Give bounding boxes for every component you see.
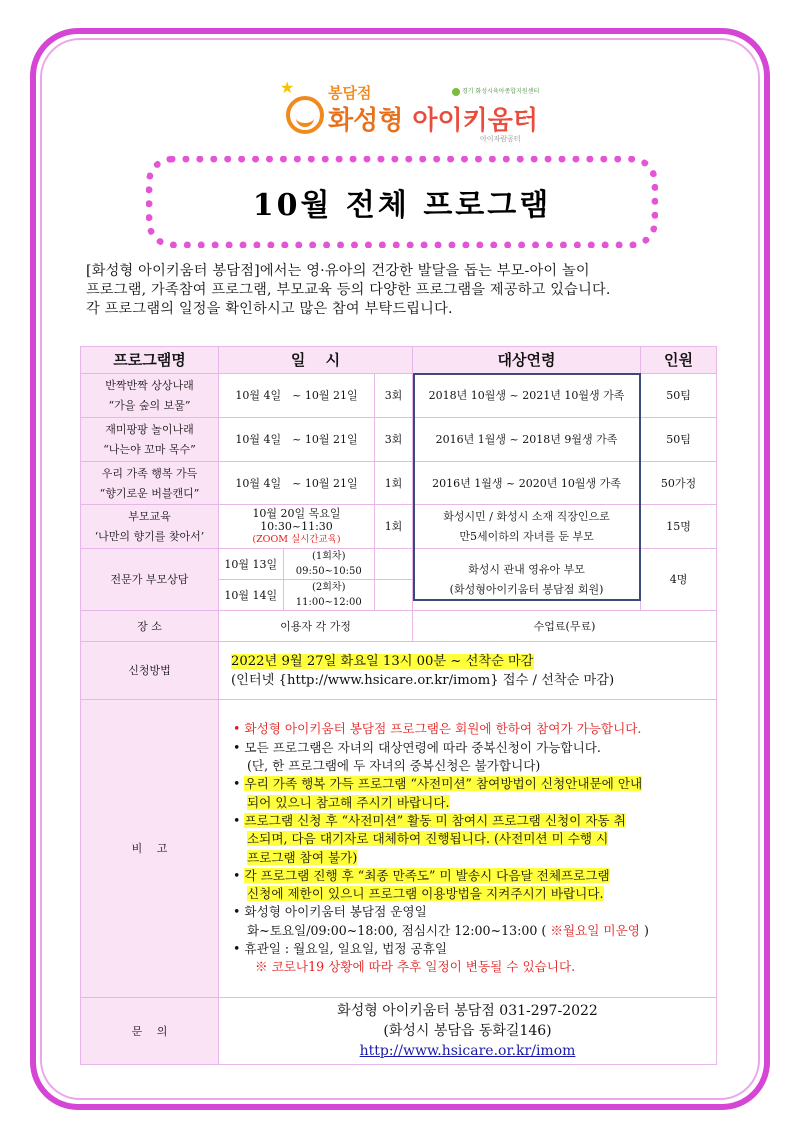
contact-address: (화성시 봉담읍 동화길146) [383, 1023, 552, 1039]
logo-branch: 봉담점 [328, 84, 372, 102]
program-subtitle: “나는야 꼬마 목수” [103, 443, 196, 456]
note-hours-title: • 화성형 아이키움터 봉담점 운영일 [233, 904, 427, 920]
note-mission: 우리 가족 행복 가득 프로그램 “사전미션” 참여방법이 신청안내문에 안내 [244, 776, 643, 792]
apply-info [219, 642, 717, 700]
note-bullet: • [233, 812, 241, 828]
program-age [413, 549, 641, 611]
contact-info [219, 998, 717, 1065]
apply-label: 신청방법 [81, 642, 219, 700]
logo-main [328, 100, 538, 137]
program-count: 1회 [375, 505, 413, 549]
counsel-date-subtable [219, 580, 374, 610]
intro-line-2: 프로그램, 가족참여 프로그램, 부모교육 등의 다양한 프로그램을 제공하고 있습니다. [86, 282, 611, 298]
program-name: 전문가 부모상담 [81, 549, 219, 611]
place-label: 장 소 [81, 611, 219, 642]
program-people: 15명 [641, 505, 717, 549]
counsel-age-line: 화성시 관내 영유아 부모 [468, 563, 585, 576]
table-row-contact [81, 998, 717, 1065]
page-title: 10월 전체 프로그램 [252, 188, 552, 223]
program-date [219, 505, 375, 549]
counsel-date [219, 580, 375, 611]
table-row-counsel-1 [81, 549, 717, 580]
counsel-date-1: 10월 13일 [219, 549, 283, 579]
counsel-time-2: (2회차) 11:00~12:00 [295, 582, 362, 608]
program-name [81, 418, 219, 462]
header-date: 일 시 [219, 347, 413, 374]
note-satisfaction: 각 프로그램 진행 후 “최종 만족도” 미 발송시 다음달 전체프로그램 [244, 867, 610, 883]
note-duplicate: • 모든 프로그램은 자녀의 대상연령에 따라 중복신청이 가능합니다. [233, 739, 601, 755]
notes-label: 비 고 [81, 700, 219, 998]
table-row-apply [81, 642, 717, 700]
logo-main-part2: 아이키움터 [412, 106, 539, 136]
program-age-line: 화성시민 / 화성시 소재 직장인으로 [443, 510, 610, 523]
table-row [81, 505, 717, 549]
counsel-spacer [375, 580, 413, 611]
title-box [146, 156, 658, 248]
program-people: 50팀 [641, 418, 717, 462]
org-mark-icon [452, 88, 460, 96]
program-subtitle: “향기로운 버블캔디” [99, 486, 200, 500]
note-bullet: • [233, 776, 241, 792]
program-name [81, 505, 219, 549]
table-row [81, 374, 717, 418]
program-name [81, 462, 219, 505]
program-name-line: 우리 가족 행복 가득 [101, 466, 198, 480]
intro-line-3: 각 프로그램의 일정을 확인하시고 많은 참여 부탁드립니다. [86, 301, 453, 317]
program-people: 50팀 [641, 374, 717, 418]
program-subtitle: “가을 숲의 보물” [108, 399, 191, 412]
note-duplicate-detail: (단, 한 프로그램에 두 자녀의 중복신청은 불가합니다) [247, 758, 541, 774]
note-hours-close: ) [643, 922, 649, 938]
apply-method: (인터넷 {http://www.hsicare.or.kr/imom} 접수 / 선착순 마감) [231, 672, 615, 688]
note-hours-text: 화~토요일/09:00~18:00, 점심시간 12:00~13:00 ( [247, 922, 547, 938]
notes-content [219, 700, 717, 998]
program-table [80, 346, 717, 1065]
program-people: 50가정 [641, 462, 717, 505]
counsel-date-2: 10월 14일 [219, 580, 283, 610]
table-row-notes [81, 700, 717, 998]
program-name-line: 재미팡팡 놀이나래 [105, 423, 194, 436]
program-count: 3회 [375, 418, 413, 462]
note-holidays: • 휴관일 : 월요일, 일요일, 법정 공휴일 [233, 940, 448, 956]
program-name-line: 부모교육 [128, 510, 171, 523]
counsel-date [219, 549, 375, 580]
program-count: 1회 [375, 462, 413, 505]
intro-line-1: [화성형 아이키움터 봉담점]에서는 영·유아의 건강한 발달을 돕는 부모-아이 놀이 [86, 263, 590, 279]
program-subtitle: ‘나만의 향기를 찾아서’ [94, 530, 205, 543]
logo-sub: 아이자람곰터 [480, 135, 521, 143]
note-satisfaction-2: 신청에 제한이 있으니 프로그램 이용방법을 지켜주시기 바랍니다. [247, 886, 604, 902]
logo-main-part1: 화성형 [328, 106, 404, 136]
star-icon: ★ [280, 78, 295, 97]
program-date-line: 10월 20일 목요일 [252, 507, 341, 520]
contact-label: 문 의 [81, 998, 219, 1065]
contact-phone: 화성형 아이키움터 봉담점 031-297-2022 [337, 1003, 598, 1019]
smile-icon [286, 96, 324, 134]
counsel-age-line: (화성형아이키움터 봉담점 회원) [449, 583, 604, 596]
place-fee: 수업료(무료) [413, 611, 717, 642]
table-row-place [81, 611, 717, 642]
header-name: 프로그램명 [81, 347, 219, 374]
note-covid: ※ 코로나19 상황에 따라 추후 일정이 변동될 수 있습니다. [255, 959, 576, 975]
table-header-row [81, 347, 717, 374]
note-hours [233, 922, 708, 940]
place-value: 이용자 각 가정 [219, 611, 413, 642]
intro-text [86, 262, 726, 319]
program-age: 2016년 1월생 ~ 2018년 9월생 가족 [413, 418, 641, 462]
counsel-date-subtable [219, 549, 374, 579]
apply-period: 2022년 9월 27일 화요일 13시 00분 ~ 선착순 마감 [231, 653, 534, 669]
note-cancel-3: 프로그램 참여 불가) [247, 849, 358, 865]
program-age-line: 만5세이하의 자녀를 둔 부모 [459, 530, 594, 543]
program-zoom-note: (ZOOM 실시간교육) [252, 534, 341, 545]
table-row [81, 462, 717, 505]
contact-url-link[interactable]: http://www.hsicare.or.kr/imom [359, 1043, 576, 1059]
program-age: 2018년 10월생 ~ 2021년 10월생 가족 [413, 374, 641, 418]
note-cancel: 프로그램 신청 후 “사전미션” 활동 미 참여시 프로그램 신청이 자동 취 [244, 812, 626, 828]
program-name-line: 반짝반짝 상상나래 [105, 379, 194, 392]
header-people: 인원 [641, 347, 717, 374]
program-age [413, 505, 641, 549]
logo [280, 78, 560, 148]
note-cancel-2: 소되며, 다음 대기자로 대체하여 진행됩니다. (사전미션 미 수행 시 [247, 831, 609, 847]
program-people: 4명 [641, 549, 717, 611]
program-date: 10월 4일 ~ 10월 21일 [219, 374, 375, 418]
program-count: 3회 [375, 374, 413, 418]
note-bullet: • [233, 867, 241, 883]
logo-org-text: 경기 화성시육아종합지원센터 [462, 88, 540, 95]
note-monday-closed: ※월요일 미운영 [550, 922, 640, 938]
program-date: 10월 4일 ~ 10월 21일 [219, 462, 375, 505]
program-time: 10:30~11:30 [260, 520, 333, 533]
program-age: 2016년 1월생 ~ 2020년 10월생 가족 [413, 462, 641, 505]
logo-org [452, 86, 539, 96]
note-mission-2: 되어 있으니 참고해 주시기 바랍니다. [247, 794, 450, 810]
note-member-only: • 화성형 아이키움터 봉담점 프로그램은 회원에 한하여 참여가 가능합니다. [233, 721, 642, 737]
header-age: 대상연령 [413, 347, 641, 374]
table-row [81, 418, 717, 462]
program-name [81, 374, 219, 418]
program-date: 10월 4일 ~ 10월 21일 [219, 418, 375, 462]
counsel-time-1: (1회차) 09:50~10:50 [295, 551, 362, 577]
counsel-spacer [375, 549, 413, 580]
